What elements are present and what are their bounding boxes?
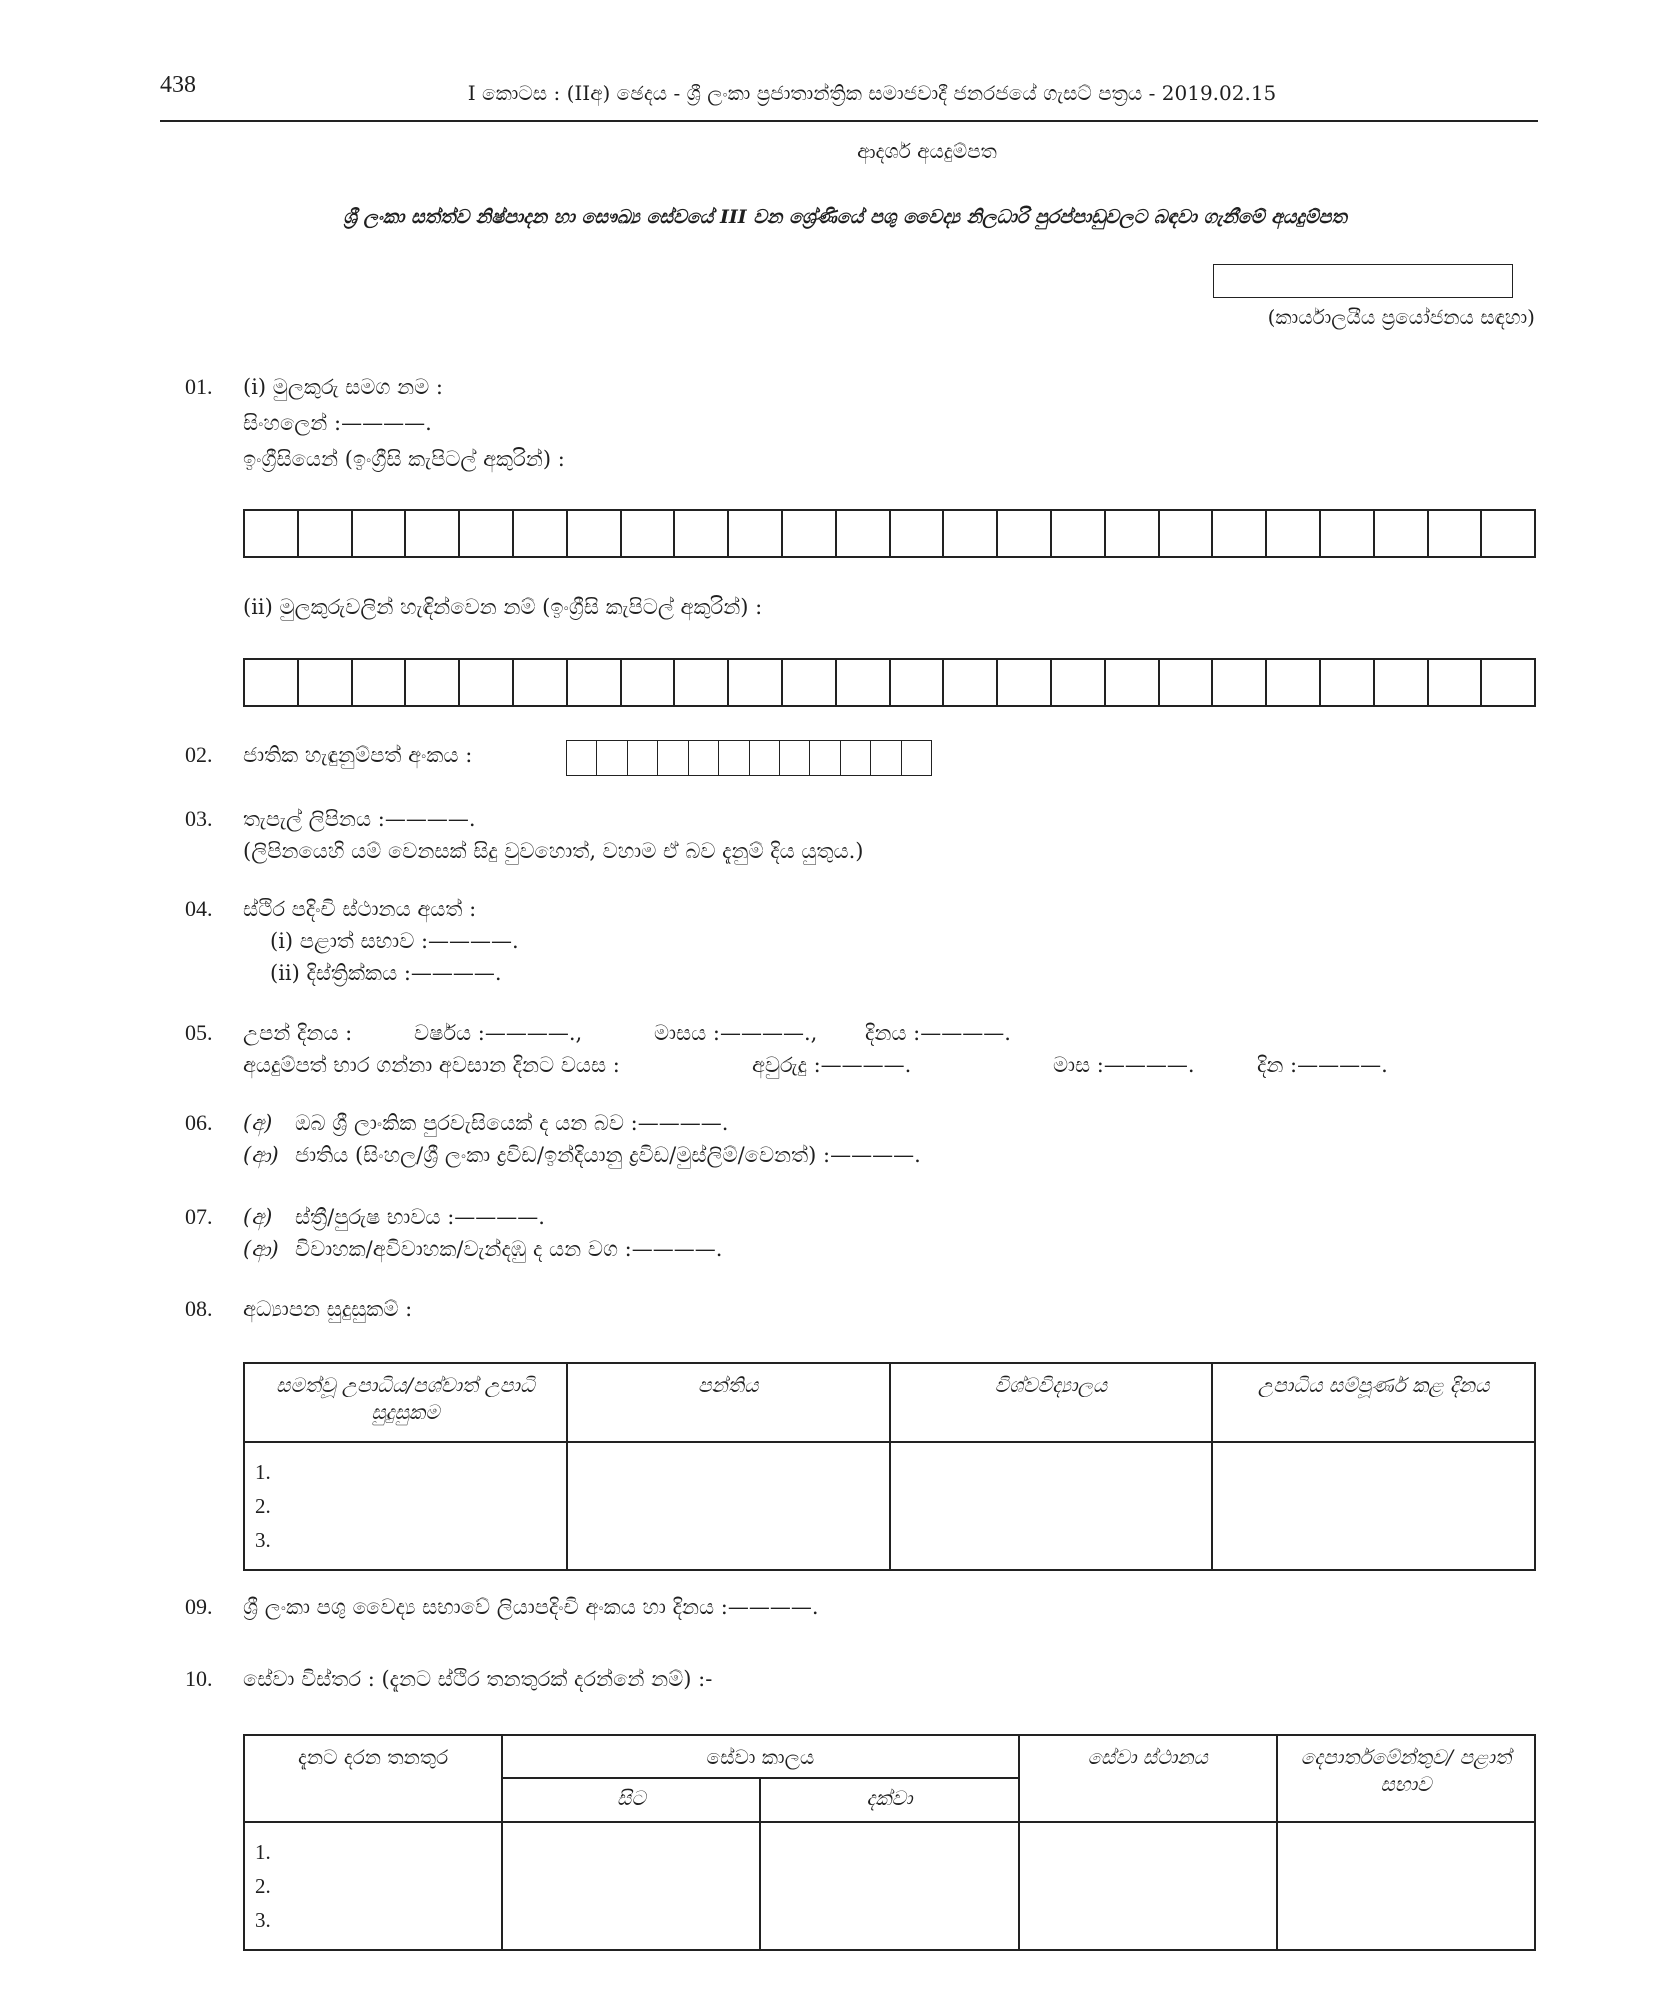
name-letter-box[interactable] xyxy=(460,511,514,556)
initials-letter-box[interactable] xyxy=(729,660,783,705)
q01-sinhala-name: සිංහලෙන් :————. xyxy=(243,411,432,435)
initials-letter-box[interactable] xyxy=(998,660,1052,705)
name-letter-box[interactable] xyxy=(245,511,299,556)
education-header-completed-date: උපාධිය සම්පූර්ණ කළ දිනය xyxy=(1212,1363,1535,1442)
nic-digit-box[interactable] xyxy=(597,741,627,775)
nic-digit-box[interactable] xyxy=(719,741,749,775)
q05-birth-label: උපන් දිනය : xyxy=(243,1021,353,1045)
education-class-cell[interactable] xyxy=(567,1442,890,1570)
form-subheading: ශ්‍රී ලංකා සත්ත්ව නිෂ්පාදන හා සෞඛ්‍ය සේවයේ III වන ශ්‍රේණියේ පශු වෛද්‍ය නිලධාරි පුරප්පාඩුවලට බඳවා ගැනීමේ අයදුම්පත xyxy=(343,206,1347,228)
name-letter-box[interactable] xyxy=(1213,511,1267,556)
q07-a-letter: (අ) xyxy=(243,1205,273,1229)
service-header-period: සේවා කාලය xyxy=(502,1735,1018,1778)
name-letter-box[interactable] xyxy=(1106,511,1160,556)
initials-letter-box[interactable] xyxy=(944,660,998,705)
name-letter-box[interactable] xyxy=(1429,511,1483,556)
education-university-cell[interactable] xyxy=(890,1442,1213,1570)
q05-year: වර්ෂය :————., xyxy=(414,1021,583,1045)
service-row-2: 2. xyxy=(255,1874,271,1898)
nic-digit-box[interactable] xyxy=(810,741,840,775)
q01-ii-label: (ii) මුලකුරුවලින් හැඳින්වෙන නම් (ඉංග්‍රීසි කැපිටල් අකුරින්) : xyxy=(243,595,763,619)
nic-digit-box[interactable] xyxy=(658,741,688,775)
header-rule xyxy=(160,120,1538,122)
q03-note: (ලිපිනයෙහි යම් වෙනසක් සිදු වුවහොත්, වහාම ඒ බව දැනුම් දිය යුතුය.) xyxy=(243,839,864,863)
q04-label: ස්ථිර පදිංචි ස්ථානය අයත් : xyxy=(243,897,477,921)
nic-digit-box[interactable] xyxy=(628,741,658,775)
nic-digit-box[interactable] xyxy=(871,741,901,775)
nic-number-boxes[interactable] xyxy=(566,740,932,776)
q07-gender: ස්ත්‍රී/පුරුෂ භාවය :————. xyxy=(295,1205,545,1229)
initials-letter-box[interactable] xyxy=(837,660,891,705)
name-letter-box[interactable] xyxy=(1482,511,1534,556)
q05-age-days: දින :————. xyxy=(1257,1053,1388,1077)
name-letter-box[interactable] xyxy=(783,511,837,556)
name-letter-box[interactable] xyxy=(299,511,353,556)
initials-letter-box[interactable] xyxy=(460,660,514,705)
name-letter-box[interactable] xyxy=(1267,511,1321,556)
initials-letter-box[interactable] xyxy=(891,660,945,705)
initials-letter-box[interactable] xyxy=(1213,660,1267,705)
nic-digit-box[interactable] xyxy=(780,741,810,775)
initials-name-letter-boxes[interactable] xyxy=(243,658,1536,707)
q06-aa-letter: (ආ) xyxy=(243,1143,279,1167)
name-letter-box[interactable] xyxy=(1052,511,1106,556)
q09-number: 09. xyxy=(185,1594,213,1619)
name-letter-box[interactable] xyxy=(998,511,1052,556)
nic-digit-box[interactable] xyxy=(750,741,780,775)
service-header-department: දෙපාර්තමේන්තුව/ පළාත් සභාව xyxy=(1277,1735,1535,1822)
initials-letter-box[interactable] xyxy=(1052,660,1106,705)
q06-number: 06. xyxy=(185,1110,213,1135)
q04-district: (ii) දිස්ත්‍රික්කය :————. xyxy=(270,961,502,985)
initials-letter-box[interactable] xyxy=(568,660,622,705)
initials-letter-box[interactable] xyxy=(299,660,353,705)
initials-letter-box[interactable] xyxy=(245,660,299,705)
name-letter-box[interactable] xyxy=(622,511,676,556)
initials-letter-box[interactable] xyxy=(1160,660,1214,705)
service-station-cell[interactable] xyxy=(1019,1822,1277,1950)
q04-provincial-council: (i) පළාත් සභාව :————. xyxy=(270,929,519,953)
q01-english-label: ඉංග්‍රීසියෙන් (ඉංග්‍රීසි කැපිටල් අකුරින්) : xyxy=(243,447,565,471)
name-letter-box[interactable] xyxy=(891,511,945,556)
nic-digit-box[interactable] xyxy=(567,741,597,775)
q01-number: 01. xyxy=(185,374,213,399)
name-letter-box[interactable] xyxy=(1160,511,1214,556)
name-letter-box[interactable] xyxy=(514,511,568,556)
name-letter-box[interactable] xyxy=(1375,511,1429,556)
education-date-cell[interactable] xyxy=(1212,1442,1535,1570)
service-from-cell[interactable] xyxy=(502,1822,760,1950)
q07-aa-letter: (ආ) xyxy=(243,1237,279,1261)
initials-letter-box[interactable] xyxy=(353,660,407,705)
initials-letter-box[interactable] xyxy=(675,660,729,705)
education-row-2: 2. xyxy=(255,1494,271,1518)
name-letter-boxes[interactable] xyxy=(243,509,1536,558)
service-header-from: සිට xyxy=(502,1778,760,1822)
q08-label: අධ්‍යාපන සුදුසුකම් : xyxy=(243,1297,413,1321)
service-row-numbers[interactable] xyxy=(244,1822,502,1950)
q02-label: ජාතික හැඳුනුම්පත් අංකය : xyxy=(243,743,473,767)
q07-civil-status: විවාහක/අවිවාහක/වැන්දඹු ද යන වග :————. xyxy=(295,1237,723,1261)
q05-month: මාසය :————., xyxy=(654,1021,818,1045)
education-header-degree: සමත්වූ උපාධිය/පශ්චාත් උපාධි සුදුසුකම xyxy=(244,1363,567,1442)
q06-ethnicity: ජාතිය (සිංහල/ශ්‍රී ලංකා ද්‍රවිඩ/ඉන්දියානු ද්‍රවිඩ/මුස්ලිම්/වෙනත්) :————. xyxy=(295,1143,921,1167)
q07-number: 07. xyxy=(185,1204,213,1229)
q08-number: 08. xyxy=(185,1296,213,1321)
initials-letter-box[interactable] xyxy=(1106,660,1160,705)
form-heading: ආදර්ශ අයදුම්පත xyxy=(857,139,997,163)
q05-number: 05. xyxy=(185,1020,213,1045)
service-header-to: දක්වා xyxy=(760,1778,1018,1822)
service-department-cell[interactable] xyxy=(1277,1822,1535,1950)
q05-age-months: මාස :————. xyxy=(1053,1053,1195,1077)
q10-label: සේවා විස්තර : (දැනට ස්ථිර තනතුරක් දරන්නේ නම්) :- xyxy=(243,1667,713,1691)
q06-citizenship: ඔබ ශ්‍රී ලාංකික පුරවැසියෙක් ද යන බව :————. xyxy=(295,1111,729,1135)
name-letter-box[interactable] xyxy=(837,511,891,556)
office-use-label: (කාර්යාලයීය ප්‍රයෝජනය සඳහා) xyxy=(1267,305,1535,329)
service-header-post: දැනට දරන තනතුර xyxy=(244,1735,502,1822)
initials-letter-box[interactable] xyxy=(406,660,460,705)
education-row-numbers[interactable] xyxy=(244,1442,567,1570)
initials-letter-box[interactable] xyxy=(1375,660,1429,705)
name-letter-box[interactable] xyxy=(353,511,407,556)
name-letter-box[interactable] xyxy=(729,511,783,556)
education-table xyxy=(243,1362,1536,1571)
name-letter-box[interactable] xyxy=(944,511,998,556)
q03-number: 03. xyxy=(185,806,213,831)
initials-letter-box[interactable] xyxy=(1321,660,1375,705)
service-to-cell[interactable] xyxy=(760,1822,1018,1950)
initials-letter-box[interactable] xyxy=(514,660,568,705)
q09-label: ශ්‍රී ලංකා පශු වෛද්‍ය සභාවේ ලියාපදිංචි අංකය හා දිනය :————. xyxy=(243,1595,819,1619)
service-row-1: 1. xyxy=(255,1840,271,1864)
office-use-box[interactable] xyxy=(1213,264,1513,298)
q02-number: 02. xyxy=(185,742,213,767)
q04-number: 04. xyxy=(185,896,213,921)
q03-label: තැපැල් ලිපිනය :————. xyxy=(243,807,476,831)
q05-age-label: අයදුම්පත් භාර ගන්නා අවසාන දිනට වයස : xyxy=(243,1053,620,1077)
q05-age-years: අවුරුදු :————. xyxy=(752,1053,912,1077)
name-letter-box[interactable] xyxy=(406,511,460,556)
education-header-class: පන්තිය xyxy=(567,1363,890,1442)
service-table xyxy=(243,1734,1536,1951)
q06-a-letter: (අ) xyxy=(243,1111,273,1135)
service-header-station: සේවා ස්ථානය xyxy=(1019,1735,1277,1822)
initials-letter-box[interactable] xyxy=(622,660,676,705)
gazette-header-title: I කොටස : (IIඅ) ඡෙදය - ශ්‍රී ලංකා ප්‍රජාතාන්ත්‍රික සමාජවාදී ජනරජයේ ගැසට් පත්‍රය - 2019.02.15 xyxy=(467,81,1277,105)
q10-number: 10. xyxy=(185,1666,213,1691)
initials-letter-box[interactable] xyxy=(783,660,837,705)
nic-digit-box[interactable] xyxy=(689,741,719,775)
initials-letter-box[interactable] xyxy=(1429,660,1483,705)
education-row-1: 1. xyxy=(255,1460,271,1484)
nic-digit-box[interactable] xyxy=(902,741,931,775)
name-letter-box[interactable] xyxy=(568,511,622,556)
page-number: 438 xyxy=(160,72,196,98)
q05-day: දිනය :————. xyxy=(865,1021,1011,1045)
q01-i-label: (i) මුලකුරු සමග නම : xyxy=(243,375,443,399)
initials-letter-box[interactable] xyxy=(1482,660,1534,705)
nic-digit-box[interactable] xyxy=(841,741,871,775)
name-letter-box[interactable] xyxy=(675,511,729,556)
name-letter-box[interactable] xyxy=(1321,511,1375,556)
service-row-3: 3. xyxy=(255,1908,271,1932)
initials-letter-box[interactable] xyxy=(1267,660,1321,705)
education-row-3: 3. xyxy=(255,1528,271,1552)
education-header-university: විශ්වවිද්‍යාලය xyxy=(890,1363,1213,1442)
